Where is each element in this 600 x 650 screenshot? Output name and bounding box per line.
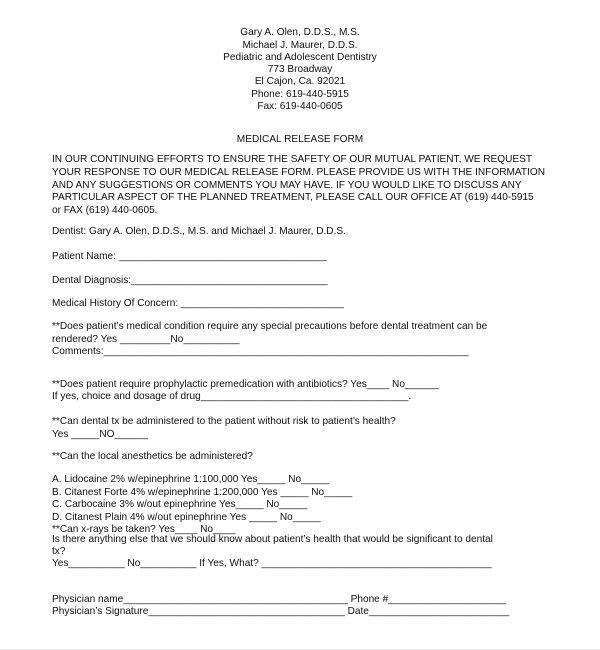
physician-name-phone-field[interactable]: Physician name________________________________________ Phone #_____________________ xyxy=(52,594,507,605)
header-street: 773 Broadway xyxy=(267,64,333,75)
header-practice: Pediatric and Adolescent Dentistry xyxy=(223,52,377,63)
intro-line-5: or FAX (619) 440-0605. xyxy=(52,205,158,216)
intro-line-4: PARTICULAR ASPECT OF THE PLANNED TREATMENT, PLEASE CALL OUR OFFICE AT (619) 440-5915 xyxy=(52,192,534,203)
question-dental-tx-answer[interactable]: Yes _____NO______ xyxy=(52,429,149,440)
physician-signature-date-field[interactable]: Physician’s Signature___________________________________ Date_________________________ xyxy=(52,606,510,617)
header-doctor-2: Michael J. Maurer, D.D.S. xyxy=(242,40,358,51)
medical-history-field[interactable]: Medical History Of Concern: _____________________________ xyxy=(52,298,344,309)
question-premedication[interactable]: **Does patient require prophylactic premedication with antibiotics? Yes____ No______ xyxy=(52,379,439,390)
header-fax: Fax: 619-440-0605 xyxy=(257,101,343,112)
header-phone: Phone: 619-440-5915 xyxy=(251,89,349,100)
question-precautions: **Does patient’s medical condition require any special precautions before dental treatment can be xyxy=(52,321,488,332)
drug-dosage-field[interactable]: If yes, choice and dosage of drug_____________________________________. xyxy=(52,391,412,402)
form-title: MEDICAL RELEASE FORM xyxy=(236,134,364,145)
question-anesthetics: **Can the local anesthetics be administered? xyxy=(52,451,253,462)
intro-line-1: IN OUR CONTINUING EFFORTS TO ENSURE THE SAFETY OF OUR MUTUAL PATIENT, WE REQUEST xyxy=(52,154,533,165)
question-other-health: Is there anything else that we should know about patient’s health that would be significant to dental xyxy=(52,534,493,545)
dentist-field: Dentist: Gary A. Olen, D.D.S., M.S. and Michael J. Maurer, D.D.S. xyxy=(52,226,346,237)
intro-line-2: YOUR RESPONSE TO OUR MEDICAL RELEASE FORM. PLEASE PROVIDE US WITH THE INFORMATION xyxy=(52,167,545,178)
question-precautions-answer[interactable]: rendered? Yes _________No__________ xyxy=(52,334,240,345)
patient-name-field[interactable]: Patient Name: _____________________________________ xyxy=(52,251,327,262)
question-other-health-tx: tx? xyxy=(52,546,66,557)
question-xrays[interactable]: **Can x-rays be taken? Yes____ No____ xyxy=(52,524,236,535)
anesthetic-citanest-plain[interactable]: D. Citanest Plain 4% w/out epinephrine Yes _____ No_____ xyxy=(52,512,321,523)
dental-diagnosis-field[interactable]: Dental Diagnosis:___________________________________ xyxy=(52,275,328,286)
anesthetic-lidocaine[interactable]: A. Lidocaine 2% w/epinephrine 1:100,000 Yes_____ No_____ xyxy=(52,474,330,485)
anesthetic-carbocaine[interactable]: C. Carbocaine 3% w/out epinephrine Yes_____ No_____ xyxy=(52,499,308,510)
intro-line-3: AND ANY SUGGESTIONS OR COMMENTS YOU MAY HAVE. IF YOU WOULD LIKE TO DISCUSS ANY xyxy=(52,180,522,191)
other-health-answer[interactable]: Yes__________ No__________ If Yes, What? _________________________________________ xyxy=(52,558,492,569)
comments-field[interactable]: Comments:_________________________________________________________________ xyxy=(52,346,469,357)
header-city: El Cajon, Ca. 92021 xyxy=(254,76,346,87)
question-dental-tx: **Can dental tx be administered to the patient without risk to patient’s health? xyxy=(52,416,396,427)
header-doctor-1: Gary A. Olen, D.D.S., M.S. xyxy=(240,27,360,38)
anesthetic-citanest-forte[interactable]: B. Citanest Forte 4% w/epinephrine 1:200,000 Yes _____ No_____ xyxy=(52,487,353,498)
